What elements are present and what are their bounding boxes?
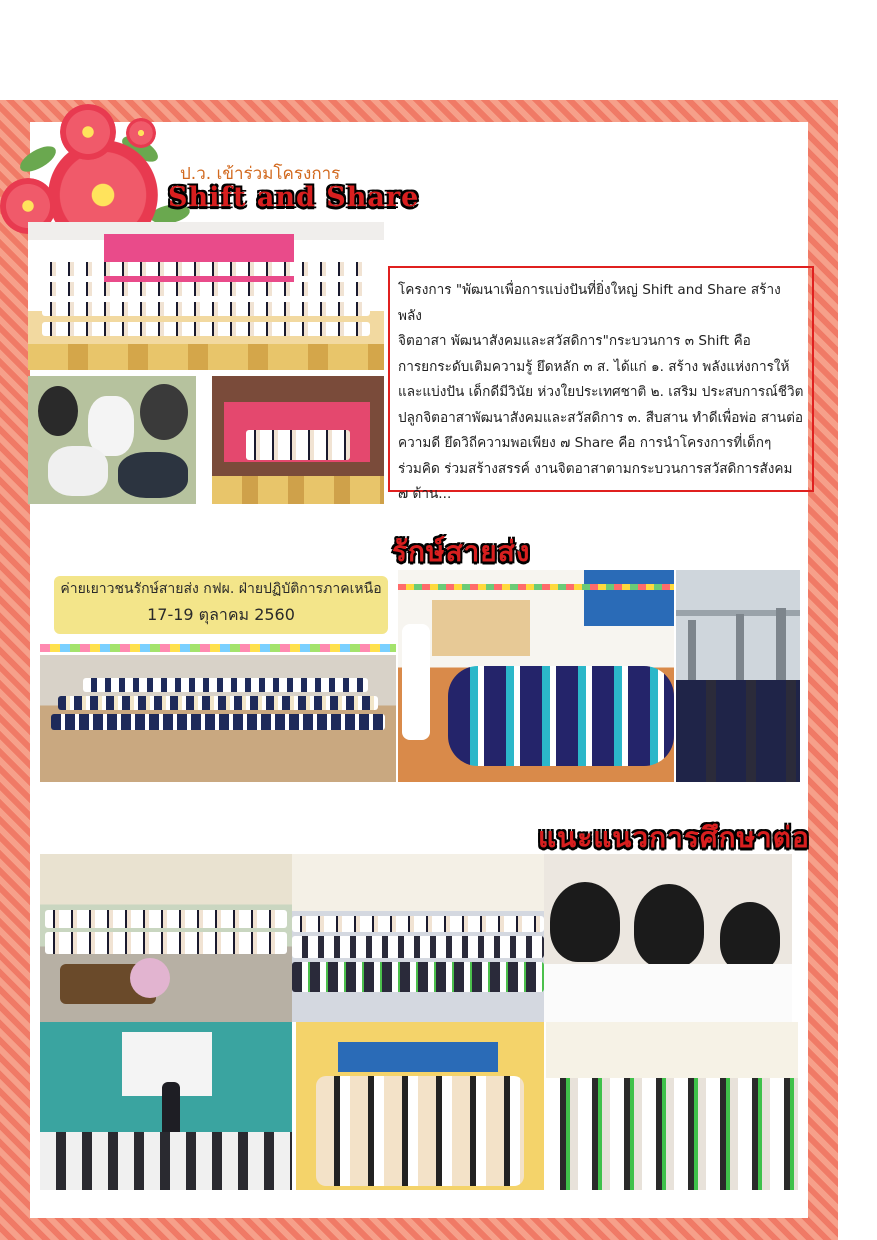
photo-outdoor-students xyxy=(546,1022,798,1190)
paragraph-line: ร่วมคิด ร่วมสร้างสรรค์ งานจิตอาสาตามกระบวนการสวัสดิการสังคม xyxy=(398,460,793,477)
paragraph-line: ปลูกจิตอาสาพัฒนาสังคมและสวัสดิการ ๓. สืบสาน ทำดีเพื่อพ่อ สานต่อ xyxy=(398,409,804,426)
photo-guidance-hall-1 xyxy=(40,854,292,1022)
photo-group-booth xyxy=(296,1022,544,1190)
section-title-raksaisong: รักษ์สายส่ง xyxy=(392,535,531,568)
photo-group-stage xyxy=(28,222,384,370)
banner-line-1: ค่ายเยาวชนรักษ์สายส่ง กฟผ. ฝ่ายปฏิบัติการภาคเหนือ xyxy=(60,581,382,597)
header-title: Shift and Share xyxy=(168,182,420,213)
photo-camp-group xyxy=(40,570,396,782)
photo-students-sitting xyxy=(28,376,196,504)
paragraph-line: จิตอาสา พัฒนาสังคมและสวัสดิการ"กระบวนการ ๓ Shift คือ xyxy=(398,333,751,349)
photo-lecture-room xyxy=(40,1022,292,1190)
header-subtitle: ป.ว. เข้าร่วมโครงการ xyxy=(180,164,341,184)
paragraph-line: ความดี ยึดวิถีความพอเพียง ๗ Share คือ การนำโครงการที่เด็กๆ xyxy=(398,435,772,451)
photo-presentation xyxy=(212,376,384,504)
paragraph-line: ๗ ด้าน... xyxy=(398,486,452,502)
photo-substation xyxy=(676,570,800,782)
paragraph-line: โครงการ "พัฒนาเพื่อการแบ่งปันที่ยิ่งใหญ่ Shift and Share สร้างพลัง xyxy=(398,282,781,324)
paragraph-line: การยกระดับเติมความรู้ ยึดหลัก ๓ ส. ได้แก่ ๑. สร้าง พลังแห่งการให้ xyxy=(398,358,790,375)
camp-banner xyxy=(54,576,388,634)
paragraph-line: และแบ่งปัน เด็กดีมีวินัย ห่วงใยประเทศชาติ ๒. เสริม ประสบการณ์ชีวิต xyxy=(398,384,804,400)
photo-students-closeup xyxy=(544,854,792,1022)
banner-line-2: 17-19 ตุลาคม 2560 xyxy=(147,605,295,624)
shift-share-description xyxy=(388,266,814,502)
photo-guidance-hall-2 xyxy=(292,854,544,1022)
section-title-guidance: แนะแนวการศึกษาต่อ xyxy=(538,821,810,854)
photo-camp-activity xyxy=(398,570,674,782)
